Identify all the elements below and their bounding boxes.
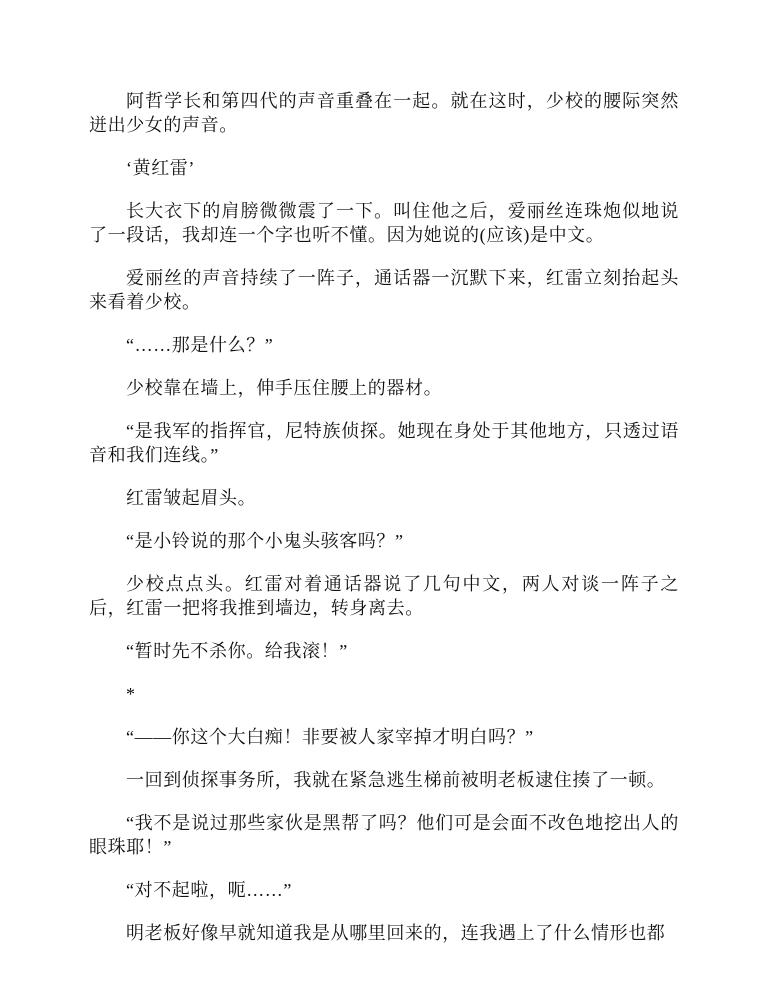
paragraph: 少校靠在墙上，伸手压住腰上的器材。 (126, 378, 443, 398)
paragraph: “是小铃说的那个小鬼头骇客吗？” (126, 531, 404, 551)
paragraph: 阿哲学长和第四代的声音重叠在一起。就在这时，少校的腰际突然迸出少女的声音。 (89, 91, 679, 135)
paragraph: 一回到侦探事务所，我就在紧急逃生梯前被明老板逮住揍了一顿。 (126, 770, 666, 790)
paragraph: 红雷皱起眉头。 (126, 488, 257, 508)
paragraph: 少校点点头。红雷对着通话器说了几句中文，两人对谈一阵子之后，红雷一把将我推到墙边，转身离去。 (89, 574, 679, 618)
paragraph: 爱丽丝的声音持续了一阵子，通话器一沉默下来，红雷立刻抬起头来看着少校。 (89, 268, 679, 312)
paragraph: 明老板好像早就知道我是从哪里回来的，连我遇上了什么情形也都 (126, 923, 666, 943)
paragraph: “我不是说过那些家伙是黑帮了吗？他们可是会面不改色地挖出人的眼珠耶！” (89, 813, 679, 857)
paragraph: “暂时先不杀你。给我滚！” (126, 641, 348, 661)
paragraph: “……那是什么？” (126, 335, 274, 355)
paragraph: ‘黄红雷’ (126, 158, 195, 178)
paragraph: “对不起啦，呃……” (126, 880, 292, 900)
paragraph: “——你这个大白痴！非要被人家宰掉才明白吗？” (126, 727, 534, 747)
scene-break: * (126, 684, 136, 704)
document-page (89, 89, 679, 964)
paragraph: 长大衣下的肩膀微微震了一下。叫住他之后，爱丽丝连珠炮似地说了一段话，我却连一个字也听不懂。因为她说的(应该)是中文。 (89, 201, 679, 245)
paragraph: “是我军的指挥官，尼特族侦探。她现在身处于其他地方，只透过语音和我们连线。” (89, 421, 679, 465)
